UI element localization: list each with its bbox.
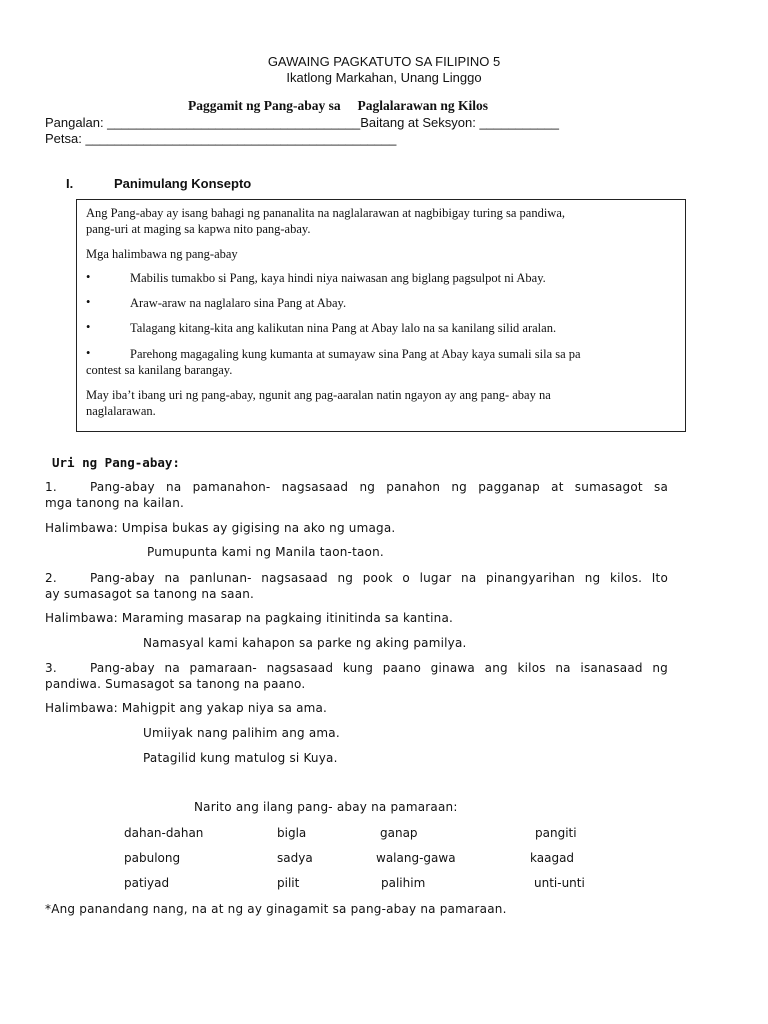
type-1-example-1: Halimbawa: Umpisa bukas ay gigising na ako ng umaga. <box>45 521 396 535</box>
type-3-example-2: Umiiyak nang palihim ang ama. <box>143 726 340 740</box>
name-field-line: Pangalan: ___________________________________Baitang at Seksyon: ___________ <box>45 115 559 130</box>
type-1-line-1: Pang-abay na pamanahon- nagsasaad ng panahon ng pagganap at sumasagot sa <box>90 480 668 494</box>
bullet: • <box>86 295 91 309</box>
word-list-intro: Narito ang ilang pang- abay na pamaraan: <box>194 800 458 814</box>
definition-line-2: pang-uri at maging sa kapwa nito pang-abay. <box>86 222 311 236</box>
bullet: • <box>86 320 91 334</box>
examples-label: Mga halimbawa ng pang-abay <box>86 247 238 261</box>
section-title: Panimulang Konsepto <box>114 176 252 191</box>
example-1: Mabilis tumakbo si Pang, kaya hindi niya naiwasan ang biglang pagsulpot ni Abay. <box>130 271 546 285</box>
word-cell: pilit <box>277 876 300 890</box>
footnote: *Ang panandang nang, na at ng ay ginagamit sa pang-abay na pamaraan. <box>45 902 507 916</box>
type-3-number: 3. <box>45 661 57 675</box>
example-2: Araw-araw na naglalaro sina Pang at Abay. <box>130 296 347 310</box>
type-1-line-2: mga tanong na kailan. <box>45 496 185 510</box>
word-cell: walang-gawa <box>376 851 456 865</box>
date-field-line: Petsa: ___________________________________________ <box>45 131 397 146</box>
type-2-line-1: Pang-abay na panlunan- nagsasaad ng pook o lugar na pinangyarihan ng kilos. Ito <box>90 571 668 585</box>
worksheet-title: GAWAING PAGKATUTO SA FILIPINO 5 <box>267 54 501 69</box>
definition-line-1: Ang Pang-abay ay isang bahagi ng pananalita na naglalarawan at nagbibigay turing sa pandiwa, <box>86 206 566 220</box>
concept-box <box>76 199 686 432</box>
example-4-line-1: Parehong magagaling kung kumanta at sumayaw sina Pang at Abay kaya sumali sila sa pa <box>130 347 581 361</box>
type-2-example-2: Namasyal kami kahapon sa parke ng aking pamilya. <box>143 636 467 650</box>
word-cell: bigla <box>277 826 307 840</box>
section-number: I. <box>66 176 74 191</box>
type-1-example-2: Pumupunta kami ng Manila taon-taon. <box>147 545 384 559</box>
lesson-topic: Paggamit ng Pang-abay sa Paglalarawan ng Kilos <box>188 98 489 113</box>
bullet: • <box>86 270 91 284</box>
word-cell: palihim <box>381 876 426 890</box>
worksheet-subtitle: Ikatlong Markahan, Unang Linggo <box>286 70 482 85</box>
word-cell: pabulong <box>124 851 181 865</box>
type-3-example-3: Patagilid kung matulog si Kuya. <box>143 751 338 765</box>
word-cell: pangiti <box>535 826 577 840</box>
example-4-line-2: contest sa kanilang barangay. <box>86 363 233 377</box>
word-cell: unti-unti <box>534 876 585 890</box>
type-1-number: 1. <box>45 480 57 494</box>
type-3-line-2: pandiwa. Sumasagot sa tanong na paano. <box>45 677 306 691</box>
types-heading: Uri ng Pang-abay: <box>52 455 180 470</box>
type-2-example-1: Halimbawa: Maraming masarap na pagkaing itinitinda sa kantina. <box>45 611 454 625</box>
word-cell: sadya <box>277 851 313 865</box>
example-3: Talagang kitang-kita ang kalikutan nina Pang at Abay lalo na sa kanilang silid aralan. <box>130 321 557 335</box>
type-2-number: 2. <box>45 571 57 585</box>
word-cell: kaagad <box>530 851 575 865</box>
word-cell: ganap <box>380 826 418 840</box>
word-cell: patiyad <box>124 876 170 890</box>
type-3-line-1: Pang-abay na pamaraan- nagsasaad kung paano ginawa ang kilos na isanasaad ng <box>90 661 668 675</box>
note-line-1: May iba’t ibang uri ng pang-abay, ngunit ang pag-aaralan natin ngayon ay ang pang- abay na <box>86 388 551 402</box>
note-line-2: naglalarawan. <box>86 404 156 418</box>
type-3-example-1: Halimbawa: Mahigpit ang yakap niya sa ama. <box>45 701 328 715</box>
type-2-line-2: ay sumasagot sa tanong na saan. <box>45 587 255 601</box>
word-cell: dahan-dahan <box>124 826 204 840</box>
bullet: • <box>86 346 91 360</box>
